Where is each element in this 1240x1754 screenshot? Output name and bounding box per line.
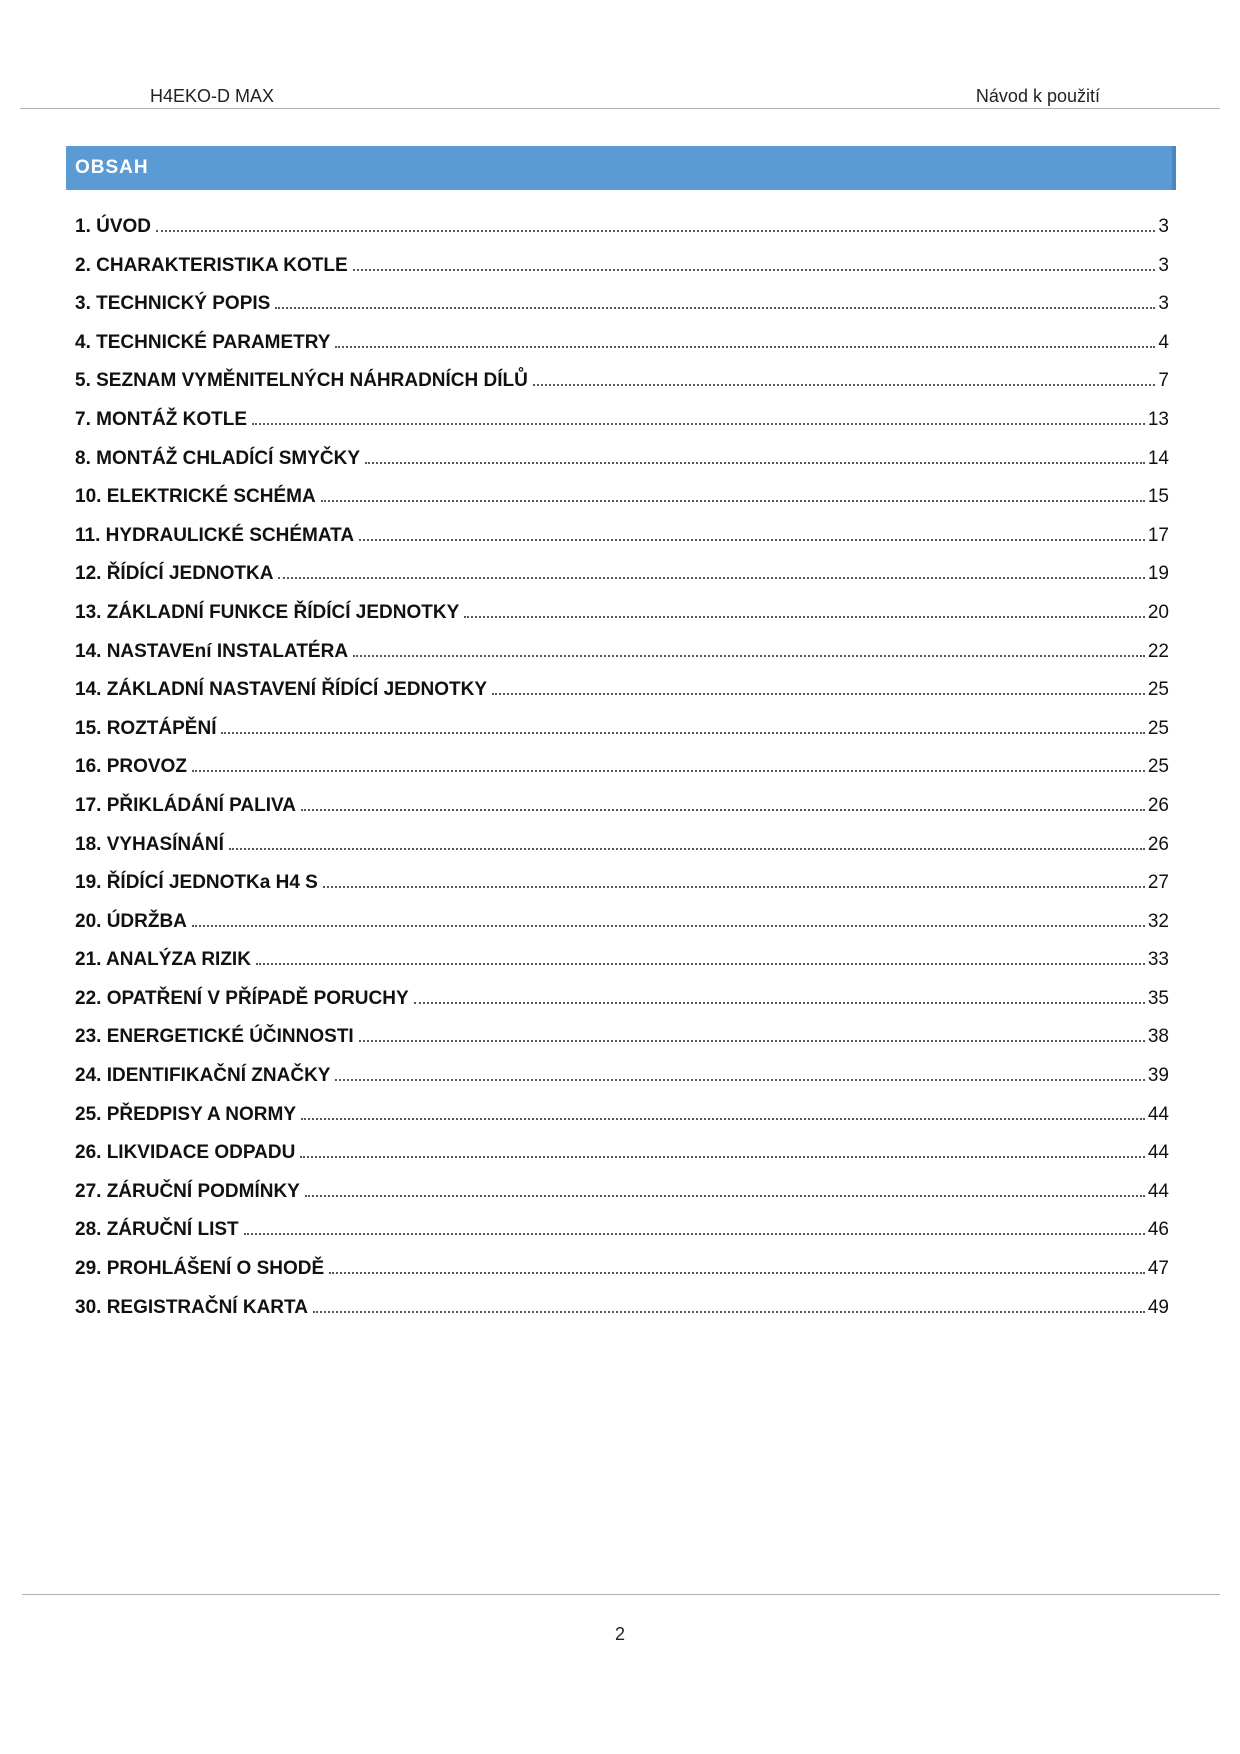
- toc-entry[interactable]: [75, 718, 1169, 757]
- toc-entry-page-number[interactable]: 15: [1147, 486, 1169, 508]
- toc-entry-title[interactable]: 10. ELEKTRICKÉ SCHÉMA: [75, 486, 316, 508]
- toc-entry[interactable]: [75, 641, 1169, 680]
- toc-entry-page-number[interactable]: 3: [1158, 216, 1169, 237]
- toc-entry[interactable]: [75, 255, 1169, 294]
- toc-entry[interactable]: [75, 563, 1169, 602]
- toc-dot-leader: [335, 1079, 1144, 1081]
- toc-entry-page-number[interactable]: 26: [1147, 833, 1169, 855]
- toc-heading-banner: [66, 146, 1176, 190]
- toc-entry-title[interactable]: 24. IDENTIFIKAČNÍ ZNAČKY: [75, 1065, 331, 1087]
- toc-entry-page-number[interactable]: 46: [1147, 1219, 1169, 1241]
- toc-entry-page-number[interactable]: 4: [1158, 331, 1169, 353]
- toc-entry[interactable]: [75, 756, 1169, 795]
- toc-entry-page-number[interactable]: 27: [1147, 872, 1169, 894]
- toc-entry[interactable]: [75, 332, 1169, 371]
- toc-entry-page-number[interactable]: 14: [1147, 447, 1169, 469]
- toc-entry-title[interactable]: 27. ZÁRUČNÍ PODMÍNKY: [75, 1180, 300, 1202]
- toc-dot-leader: [301, 809, 1145, 811]
- toc-entry-page-number[interactable]: 7: [1158, 370, 1169, 392]
- toc-dot-leader: [229, 848, 1145, 850]
- toc-entry-title[interactable]: 16. PROVOZ: [75, 756, 187, 778]
- toc-dot-leader: [305, 1195, 1145, 1197]
- toc-entry[interactable]: [75, 1104, 1169, 1143]
- toc-entry-page-number[interactable]: 19: [1147, 563, 1169, 585]
- toc-entry[interactable]: [75, 1026, 1169, 1065]
- toc-heading: OBSAH: [75, 157, 149, 178]
- toc-dot-leader: [353, 269, 1156, 271]
- header-divider: [20, 108, 1220, 109]
- toc-entry-title[interactable]: 28. ZÁRUČNÍ LIST: [75, 1219, 239, 1241]
- toc-entry[interactable]: [75, 1258, 1169, 1297]
- toc-entry-title[interactable]: 23. ENERGETICKÉ ÚČINNOSTI: [75, 1026, 354, 1048]
- toc-entry-page-number[interactable]: 47: [1147, 1258, 1169, 1280]
- toc-dot-leader: [414, 1002, 1145, 1004]
- document-header-subtitle: Návod k použití: [975, 86, 1100, 106]
- toc-dot-leader: [192, 925, 1145, 927]
- toc-dot-leader: [321, 500, 1145, 502]
- toc-entry-title[interactable]: 4. TECHNICKÉ PARAMETRY: [75, 331, 331, 353]
- toc-entry[interactable]: [75, 1297, 1169, 1336]
- toc-entry-title[interactable]: 17. PŘIKLÁDÁNÍ PALIVA: [75, 794, 296, 816]
- toc-entry-page-number[interactable]: 44: [1147, 1142, 1169, 1164]
- toc-dot-leader: [353, 655, 1145, 657]
- toc-dot-leader: [533, 384, 1156, 386]
- toc-entry[interactable]: [75, 949, 1169, 988]
- toc-entry-title[interactable]: 20. ÚDRŽBA: [75, 910, 187, 932]
- toc-entry-page-number[interactable]: 20: [1147, 601, 1169, 623]
- toc-dot-leader: [301, 1118, 1145, 1120]
- toc-dot-leader: [464, 616, 1145, 618]
- toc-entry-page-number[interactable]: 17: [1147, 524, 1169, 546]
- toc-entry-page-number[interactable]: 32: [1147, 910, 1169, 932]
- toc-entry-title[interactable]: 19. ŘÍDÍCÍ JEDNOTKa H4 S: [75, 872, 318, 894]
- toc-entry-page-number[interactable]: 35: [1147, 987, 1169, 1009]
- toc-entry[interactable]: [75, 1181, 1169, 1220]
- toc-entry-page-number[interactable]: 39: [1147, 1065, 1169, 1087]
- toc-entry[interactable]: [75, 448, 1169, 487]
- toc-dot-leader: [359, 539, 1145, 541]
- toc-entry[interactable]: [75, 602, 1169, 641]
- toc-entry-page-number[interactable]: 3: [1158, 254, 1169, 276]
- toc-dot-leader: [244, 1233, 1145, 1235]
- toc-entry-title[interactable]: 15. ROZTÁPĚNÍ: [75, 717, 217, 739]
- toc-entry-title[interactable]: 29. PROHLÁŠENÍ O SHODĚ: [75, 1258, 325, 1280]
- toc-entry-title[interactable]: 22. OPATŘENÍ V PŘÍPADĚ PORUCHY: [75, 987, 409, 1009]
- toc-dot-leader: [192, 770, 1145, 772]
- toc-entry[interactable]: [75, 834, 1169, 873]
- toc-dot-leader: [492, 693, 1145, 695]
- toc-entry-page-number[interactable]: 25: [1147, 679, 1169, 701]
- toc-entry-title[interactable]: 25. PŘEDPISY A NORMY: [75, 1103, 297, 1125]
- toc-entry-title[interactable]: 13. ZÁKLADNÍ FUNKCE ŘÍDÍCÍ JEDNOTKY: [75, 601, 460, 623]
- toc-entry-page-number[interactable]: 22: [1147, 640, 1169, 662]
- toc-entry[interactable]: [75, 988, 1169, 1027]
- toc-dot-leader: [313, 1311, 1145, 1313]
- toc-entry-title[interactable]: 3. TECHNICKÝ POPIS: [75, 293, 271, 315]
- toc-entry-page-number[interactable]: 38: [1147, 1026, 1169, 1048]
- toc-dot-leader: [329, 1272, 1145, 1274]
- toc-entry[interactable]: [75, 216, 1169, 255]
- toc-entry-title[interactable]: 8. MONTÁŽ CHLADÍCÍ SMYČKY: [75, 447, 360, 469]
- page-number: 2: [614, 1624, 625, 1644]
- toc-entry-title[interactable]: 21. ANALÝZA RIZIK: [75, 949, 251, 971]
- toc-entry-title[interactable]: 12. ŘÍDÍCÍ JEDNOTKA: [75, 563, 274, 585]
- toc-entry-title[interactable]: 30. REGISTRAČNÍ KARTA: [75, 1296, 308, 1318]
- toc-dot-leader: [156, 230, 1155, 232]
- toc-entry[interactable]: [75, 293, 1169, 332]
- toc-entry-page-number[interactable]: 44: [1147, 1180, 1169, 1202]
- toc-entry-title[interactable]: 1. ÚVOD: [75, 216, 152, 237]
- toc-dot-leader: [359, 1040, 1145, 1042]
- toc-entry[interactable]: [75, 525, 1169, 564]
- toc-dot-leader: [278, 577, 1144, 579]
- toc-dot-leader: [275, 307, 1155, 309]
- toc-entry[interactable]: [75, 409, 1169, 448]
- toc-entry[interactable]: [75, 872, 1169, 911]
- toc-entry[interactable]: [75, 486, 1169, 525]
- toc-entry-page-number[interactable]: 13: [1147, 408, 1169, 430]
- toc-entry-title[interactable]: 11. HYDRAULICKÉ SCHÉMATA: [75, 524, 355, 546]
- toc-entry-page-number[interactable]: 44: [1147, 1103, 1169, 1125]
- toc-dot-leader: [365, 462, 1145, 464]
- toc-entry-title[interactable]: 18. VYHASÍNÁNÍ: [75, 833, 224, 855]
- document-header-title: H4EKO-D MAX: [150, 86, 275, 106]
- toc-entry-page-number[interactable]: 3: [1158, 293, 1169, 315]
- toc-entry-page-number[interactable]: 25: [1147, 717, 1169, 739]
- toc-entry[interactable]: [75, 1065, 1169, 1104]
- toc-entry-title[interactable]: 14. NASTAVEní INSTALATÉRA: [75, 640, 349, 662]
- footer-divider: [22, 1594, 1220, 1595]
- toc-entry-page-number[interactable]: 26: [1147, 794, 1169, 816]
- toc-entry[interactable]: [75, 679, 1169, 718]
- toc-dot-leader: [256, 963, 1145, 965]
- toc-entry[interactable]: [75, 1219, 1169, 1258]
- toc-entry-title[interactable]: 7. MONTÁŽ KOTLE: [75, 408, 248, 430]
- toc-dot-leader: [335, 346, 1155, 348]
- toc-dot-leader: [221, 732, 1144, 734]
- toc-entry-page-number[interactable]: 25: [1147, 756, 1169, 778]
- toc-entry-title[interactable]: 14. ZÁKLADNÍ NASTAVENÍ ŘÍDÍCÍ JEDNOTKY: [75, 679, 488, 701]
- toc-entry[interactable]: [75, 1142, 1169, 1181]
- toc-entry-title[interactable]: 5. SEZNAM VYMĚNITELNÝCH NÁHRADNÍCH DÍLŮ: [75, 370, 528, 392]
- toc-entry-page-number[interactable]: 49: [1147, 1296, 1169, 1318]
- toc-dot-leader: [323, 886, 1145, 888]
- toc-entry-title[interactable]: 2. CHARAKTERISTIKA KOTLE: [75, 254, 348, 276]
- toc-entry[interactable]: [75, 370, 1169, 409]
- toc-entry-title[interactable]: 26. LIKVIDACE ODPADU: [75, 1142, 296, 1164]
- table-of-contents: [75, 216, 1169, 1335]
- toc-entry[interactable]: [75, 795, 1169, 834]
- toc-entry[interactable]: [75, 911, 1169, 950]
- toc-dot-leader: [252, 423, 1145, 425]
- toc-entry-page-number[interactable]: 33: [1147, 949, 1169, 971]
- toc-dot-leader: [300, 1156, 1145, 1158]
